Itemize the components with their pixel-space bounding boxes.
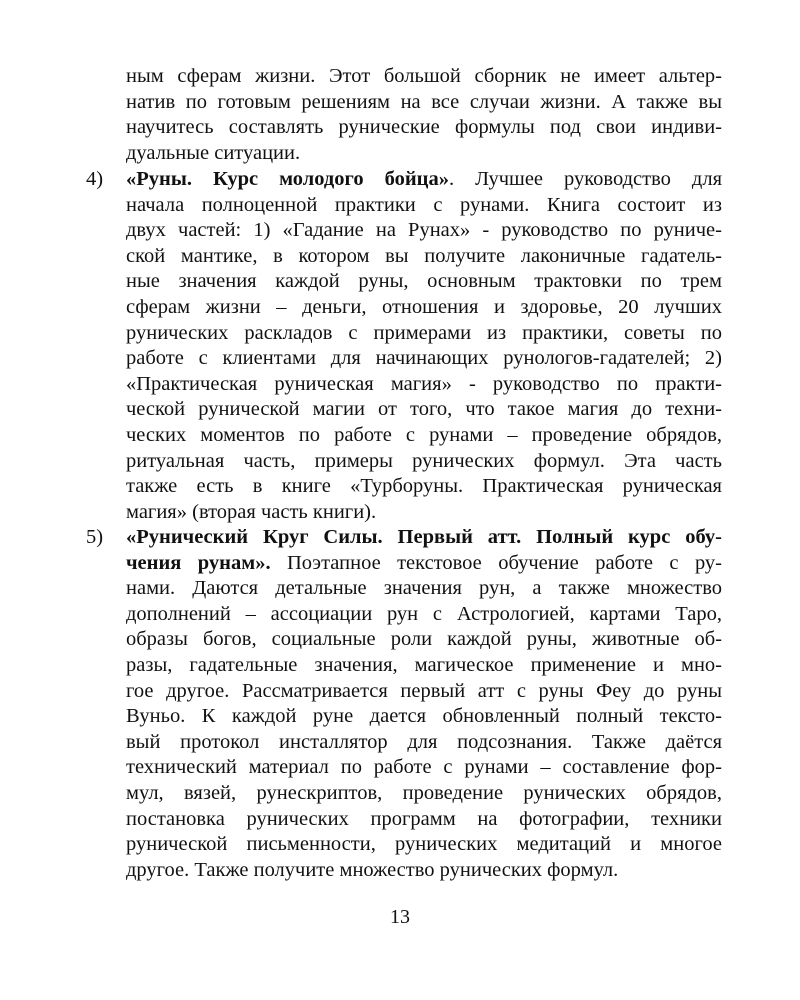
text-line: Вуньо. К каждой руне дается обновленный полный тексто- [126, 705, 722, 728]
text-line: ным сферам жизни. Этот большой сборник не имеет альтер- [126, 65, 722, 87]
text-fragment: . Лучшее руководство для [448, 168, 722, 190]
list-item-body [126, 167, 722, 525]
text-line: образы богов, социальные роли каждой руны, животные об- [126, 628, 722, 651]
text-line: дополнений – ассоциации рун с Астрологией, картами Таро, [126, 602, 722, 625]
text-line: научитесь составлять рунические формулы под свои индиви- [126, 116, 722, 139]
intro-paragraph [126, 64, 722, 166]
text-line: нами. Даются детальные значения рун, а также множество [126, 577, 722, 600]
text-line [126, 551, 722, 577]
text-line: технический материал по работе с рунами – составление фор- [126, 756, 722, 779]
text-line: ской мантике, в котором вы получите лаконичные гадатель- [126, 244, 722, 267]
text-line: дуальные ситуации. [126, 141, 301, 164]
text-line: двух частей: 1) «Гадание на Рунах» - руководство по руниче- [126, 219, 722, 242]
text-line: сферам жизни – деньги, отношения и здоровье, 20 лучших [126, 295, 722, 318]
text-line: магия» (вторая часть книги). [126, 500, 377, 523]
text-line [126, 525, 722, 551]
book-title: «Рунический Круг Силы. Первый атт. Полный курс обу- [126, 526, 722, 548]
text-line: ческих моментов по работе с рунами – проведение обрядов, [126, 423, 722, 446]
text-line: натив по готовым решениям на все случаи жизни. А также вы [126, 90, 722, 113]
text-line: другое. Также получите множество рунических формул. [126, 858, 619, 881]
text-line: «Практическая руническая магия» - руководство по практи- [126, 372, 722, 395]
list-number: 4) [86, 168, 104, 190]
text-line: мул, вязей, рунескриптов, проведение рунических обрядов, [126, 781, 722, 804]
book-title: «Руны. Курс молодого бойца» [126, 168, 449, 190]
page-number: 13 [390, 906, 410, 928]
book-title-continued: чения рунам». [126, 551, 271, 574]
text-line: ные значения каждой руны, основным трактовки по трем [126, 270, 722, 293]
text-line: работе с клиентами для начинающих рунологов-гадателей; 2) [126, 347, 722, 370]
text-fragment: Поэтапное текстовое обучение работе с ру- [270, 551, 723, 574]
list-item-body [126, 525, 722, 883]
text-line: постановка рунических программ на фотографии, техники [126, 807, 722, 830]
text-line: рунических раскладов с примерами из практики, советы по [126, 321, 722, 344]
list-number: 5) [86, 526, 104, 548]
text-line: разы, гадательные значения, магическое применение и мно- [126, 653, 722, 676]
text-line: ритуальная часть, примеры рунических формул. Эта часть [126, 449, 722, 472]
text-line: вый протокол инсталлятор для подсознания. Также даётся [126, 730, 722, 753]
text-line [126, 167, 722, 193]
text-line: ческой рунической магии от того, что такое магия до техни- [126, 398, 722, 421]
text-line: также есть в книге «Турборуны. Практическая руническая [126, 475, 722, 498]
text-line: рунической письменности, рунических медитаций и многое [126, 833, 722, 856]
text-line: начала полноценной практики с рунами. Книга состоит из [126, 193, 722, 216]
text-line: гое другое. Рассматривается первый атт с руны Феу до руны [126, 679, 722, 702]
